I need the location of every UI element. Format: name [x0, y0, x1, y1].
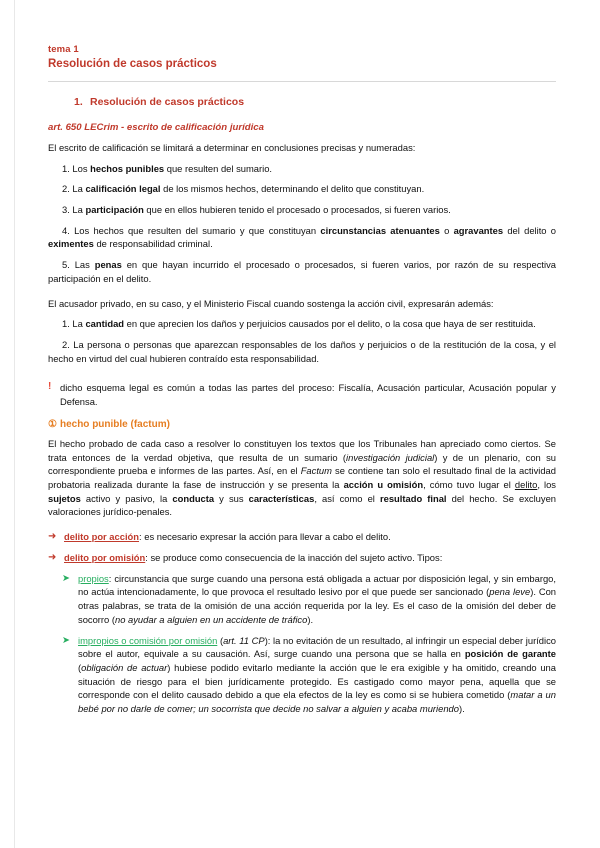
numbered-item-5: 5. Las penas en que hayan incurrido el procesado o procesados, si fueren varios, por razón de su respectiva participación en el delito. [48, 259, 556, 284]
document-tema: tema 1 [48, 44, 79, 55]
factum-paragraph: El hecho probado de cada caso a resolver lo constituyen los textos que los Tribunales han apreciado como ciertos. Se trata entonces de la verdad objetiva, que resulta de un sumario (investigación judicial) y de un plenario, con su correspondiente prueba e informes de las partes. Así, en el Factum se contiene tan solo el resultado final de la actividad probatoria realizada durante la fase de instrucción y se presenta la acción u omisión, cómo tuvo lugar el delito, los sujetos activo y pasivo, la conducta y sus características, así como el resultado final del hecho. Se excluyen valoraciones jurídico-penales. [48, 437, 557, 518]
section-number: 1. [74, 95, 83, 108]
bullet-delito-accion [48, 530, 556, 544]
arrow-double-right-icon: ➤ [62, 634, 70, 646]
exclamation-icon: ! [48, 381, 52, 393]
subsection-heading-factum [48, 419, 556, 430]
intro-paragraph: El escrito de calificación se limitará a determinar en conclusiones precisas y numeradas: [48, 141, 416, 153]
document-title: Resolución de casos prácticos [48, 57, 217, 70]
section-label: Resolución de casos prácticos [90, 95, 245, 108]
sub-bullet-propios [48, 572, 556, 627]
header-divider [48, 81, 556, 82]
section-heading [74, 96, 556, 108]
document-header [48, 44, 556, 72]
acusador-item-1: 1. La cantidad en que aprecien los daños y perjuicios causados por el delito, o la cosa que haya de ser restituida. [62, 318, 536, 330]
numbered-item-1: 1. Los hechos punibles que resulten del sumario. [62, 162, 273, 174]
numbered-item-4: 4. Los hechos que resulten del sumario y que constituyan circunstancias atenuantes o agravantes del delito o eximentes de responsabilidad criminal. [48, 224, 556, 250]
numbered-item-3: 3. La participación que en ellos hubieren tenido el procesado o procesados, si fueren varios. [62, 203, 451, 215]
arrow-right-icon: ➜ [48, 551, 57, 563]
bullet-text: delito por omisión: se produce como consecuencia de la inacción del sujeto activo. Tipos: [64, 551, 443, 563]
acusador-item-2: 2. La persona o personas que aparezcan responsables de los daños y perjuicios o de la restitución de la cosa, y el hecho en virtud del cual hubieren contraído esta responsabilidad. [48, 339, 556, 364]
acusador-paragraph: El acusador privado, en su caso, y el Ministerio Fiscal cuando sostenga la acción civil, expresarán además: [48, 297, 494, 309]
law-reference: art. 650 LECrim - escrito de calificación jurídica [48, 121, 264, 133]
sub-bullet-text: impropios o comisión por omisión (art. 11 CP): la no evitación de un resultado, al infringir un especial deber jurídico sobre el autor, equivale a su causación. Así, surge cuando una persona que se halla en posición de garante (obligación de actuar) hubiese podido evitarlo mediante la acción que le era exigible y ha omitido, creando una situación de riesgo para el bien jurídicamente protegido. Es castigado como mayor pena, aquella que se corresponde con el delito causado debido a que ela efectos de la ley es como si se hubiera cometido (matar a un bebé por no darle de comer; un socorrista que decide no salvar a alguien y acaba muriendo). [78, 634, 557, 715]
sub-bullet-text: propios: circunstancia que surge cuando una persona está obligada a actuar por disposición legal, y sin embargo, no actúa intencionadamente, lo que provoca el resultado lesivo por el que puede ser sancionado (pena leve). Con otras palabras, se trata de la omisión de una acción requerida por la ley. Es el caso de la omisión del deber de socorro (no ayudar a alguien en un accidente de tráfico). [78, 572, 557, 625]
bullet-delito-omision [48, 551, 556, 565]
note-text: dicho esquema legal es común a todas las partes del proceso: Fiscalía, Acusación particular, Acusación popular y Defensa. [60, 382, 556, 408]
page-left-rule [14, 0, 15, 848]
circled-one-icon: ① [48, 418, 57, 430]
bullet-text: delito por acción: es necesario expresar la acción para llevar a cabo el delito. [64, 531, 391, 543]
sub-bullet-impropios [48, 634, 556, 716]
note-callout [48, 381, 556, 408]
arrow-right-icon: ➜ [48, 531, 57, 543]
numbered-item-2: 2. La calificación legal de los mismos hechos, determinando el delito que constituyan. [62, 183, 425, 195]
subsection-label: hecho punible (factum) [59, 418, 170, 430]
arrow-double-right-icon: ➤ [62, 572, 70, 584]
